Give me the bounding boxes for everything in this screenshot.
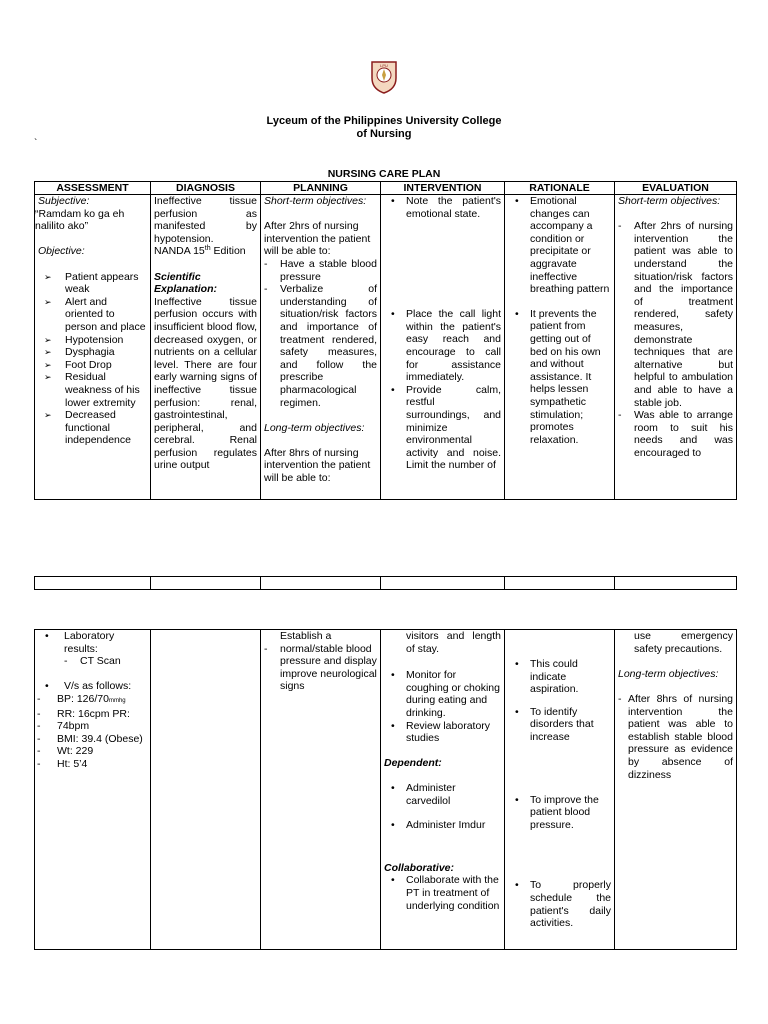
table-row <box>35 195 737 500</box>
list-item: - 74bpm <box>37 720 147 733</box>
column-header-assessment: ASSESSMENT <box>35 182 151 195</box>
list-item: • This could indicate aspiration. <box>508 658 611 696</box>
subjective-list <box>35 208 148 233</box>
planning-cell <box>261 630 381 950</box>
list-item: - Verbalize of understanding of situation/risk factors and importance of treatment rendered, safety measures, and follow the prescribe pharmacological regimen. <box>264 283 377 409</box>
collaborative-list <box>384 874 501 912</box>
intervention-cell <box>381 195 505 500</box>
care-plan-table-page2 <box>34 629 737 950</box>
planning-list <box>264 643 377 693</box>
long-term-intro: After 8hrs of nursing intervention the patient will be able to: <box>264 446 371 485</box>
evaluation-list <box>618 693 733 781</box>
nanda-reference: NANDA 15th Edition <box>154 245 246 258</box>
list-item: - BMI: 39.4 (Obese) <box>37 733 147 746</box>
evaluation-list <box>618 220 733 459</box>
intervention-cell <box>381 630 505 950</box>
long-term-label: Long-term objectives: <box>264 421 365 434</box>
intervention-list <box>384 195 501 472</box>
list-item: • Monitor for coughing or choking during eating and drinking. <box>384 669 501 719</box>
scientific-explanation-text: Ineffective tissue perfusion occurs with insufficient blood flow, decreased oxygen, or nutrients on a cellular level. There are four early warning signs of ineffective tissue perfusion: renal, gastrointestinal, peripheral, and cerebral. Renal perfusion regulates urine output <box>154 295 257 472</box>
svg-text:LPU: LPU <box>380 63 388 68</box>
assessment-cell <box>35 195 151 500</box>
lab-list <box>38 630 147 655</box>
list-item: - Wt: 229 <box>37 745 147 758</box>
list-item: • Emotional changes can accompany a condition or precipitate or aggravate ineffective breathing pattern <box>508 195 611 296</box>
column-header-rationale: RATIONALE <box>505 182 615 195</box>
diagnosis-cell <box>151 630 261 950</box>
list-item: • Administer carvedilol <box>384 782 501 807</box>
column-header-intervention: INTERVENTION <box>381 182 505 195</box>
list-item: • Provide calm, restful surroundings, and minimize environmental activity and noise. Limit the number of <box>384 384 501 472</box>
planning-cell <box>261 195 381 500</box>
list-item: • To improve the patient blood pressure. <box>508 794 611 832</box>
list-item: ➢ Alert and oriented to person and place <box>38 296 147 334</box>
list-item: ➢ Hypotension <box>38 334 147 347</box>
school-name-line1: Lyceum of the Philippines University College <box>266 115 502 127</box>
list-item: - After 8hrs of nursing intervention the patient was able to establish stable blood pressure as evidence by absence of dizziness <box>618 693 733 781</box>
list-item: - Was able to arrange room to suit his needs and was encouraged to <box>618 409 733 459</box>
list-item: • Note the patient's emotional state. <box>384 195 501 220</box>
list-item: - normal/stable blood pressure and display improve neurological signs <box>264 643 377 693</box>
scientific-explanation-label: Scientific Explanation: <box>154 270 218 296</box>
lab-items <box>64 655 147 668</box>
list-item: ➢ Patient appears weak <box>38 271 147 296</box>
list-item: - Have a stable blood pressure <box>264 258 377 283</box>
list-item: • Place the call light within the patient's easy reach and encourage to call for assistance immediately. <box>384 308 501 384</box>
planning-continuation: Establish a <box>280 630 332 642</box>
list-item: - BP: 126/70mmhg <box>37 693 147 708</box>
school-name-line2: of Nursing <box>356 128 412 140</box>
vitals-items <box>37 693 147 771</box>
list-item: • It prevents the patient from getting out of bed on his own and without assistance. It helps lessen sympathetic stimulation; promotes relaxation. <box>508 308 611 447</box>
subjective-label: Subjective: <box>38 195 90 207</box>
list-item: • Collaborate with the PT in treatment of underlying condition <box>384 874 501 912</box>
collaborative-label: Collaborative: <box>384 861 455 874</box>
evaluation-continuation: use emergency safety precautions. <box>634 630 733 655</box>
list-item: ➢ Foot Drop <box>38 359 147 372</box>
list-item: • Administer Imdur <box>384 819 501 832</box>
rationale-list <box>508 658 611 930</box>
care-plan-title: NURSING CARE PLAN <box>327 168 441 180</box>
rationale-cell <box>505 195 615 500</box>
list-item: ➢ Dysphagia <box>38 346 147 359</box>
list-item: - After 2hrs of nursing intervention the patient was able to understand the situation/risk factors and the importance of treatment rendered, safety measures, demonstrate techniques that are alternative but helpful to ambulation and able to have a stable job. <box>618 220 733 409</box>
column-header-evaluation: EVALUATION <box>615 182 737 195</box>
diagnosis-text: Ineffective tissue perfusion as manifested by hypotension. <box>154 195 257 245</box>
list-item: - RR: 16cpm PR: <box>37 708 147 721</box>
stray-mark: ` <box>34 138 38 149</box>
rationale-cell <box>505 630 615 950</box>
list-item: ➢ Residual weakness of his lower extremity <box>38 371 147 409</box>
column-header-diagnosis: DIAGNOSIS <box>151 182 261 195</box>
list-item: - Ht: 5’4 <box>37 758 147 771</box>
intervention-list <box>384 669 501 745</box>
list-item: • To properly schedule the patient's daily activities. <box>508 879 611 929</box>
vitals-list <box>38 680 147 693</box>
short-term-label: Short-term objectives: <box>618 195 721 207</box>
diagnosis-cell <box>151 195 261 500</box>
care-plan-table-page1 <box>34 181 737 500</box>
short-term-list <box>264 258 377 409</box>
list-item: ➢ Decreased functional independence <box>38 409 147 447</box>
intervention-continuation: visitors and length of stay. <box>406 630 501 655</box>
evaluation-cell <box>615 630 737 950</box>
table-row <box>35 630 737 950</box>
dependent-list <box>384 782 501 832</box>
evaluation-cell <box>615 195 737 500</box>
objective-label: Objective: <box>38 245 85 258</box>
rationale-list <box>508 195 611 446</box>
subjective-quote: • “Ramdam ko ga eh nalilito ako” <box>35 208 148 233</box>
vitals-label: • V/s as follows: <box>38 680 147 693</box>
table-header-row <box>35 182 737 195</box>
lpu-logo <box>369 58 399 94</box>
short-term-label: Short-term objectives: <box>264 195 367 207</box>
dependent-label: Dependent: <box>384 757 442 770</box>
list-item: - CT Scan <box>64 655 147 668</box>
assessment-cell <box>35 630 151 950</box>
lab-results-label: • Laboratory results: <box>38 630 147 655</box>
short-term-intro: After 2hrs of nursing intervention the patient will be able to: <box>264 220 371 258</box>
list-item: • To identify disorders that increase <box>508 706 611 744</box>
column-header-planning: PLANNING <box>261 182 381 195</box>
empty-table-row <box>34 576 737 590</box>
long-term-label: Long-term objectives: <box>618 667 719 680</box>
objective-list <box>38 271 147 447</box>
list-item: • Review laboratory studies <box>384 720 501 745</box>
